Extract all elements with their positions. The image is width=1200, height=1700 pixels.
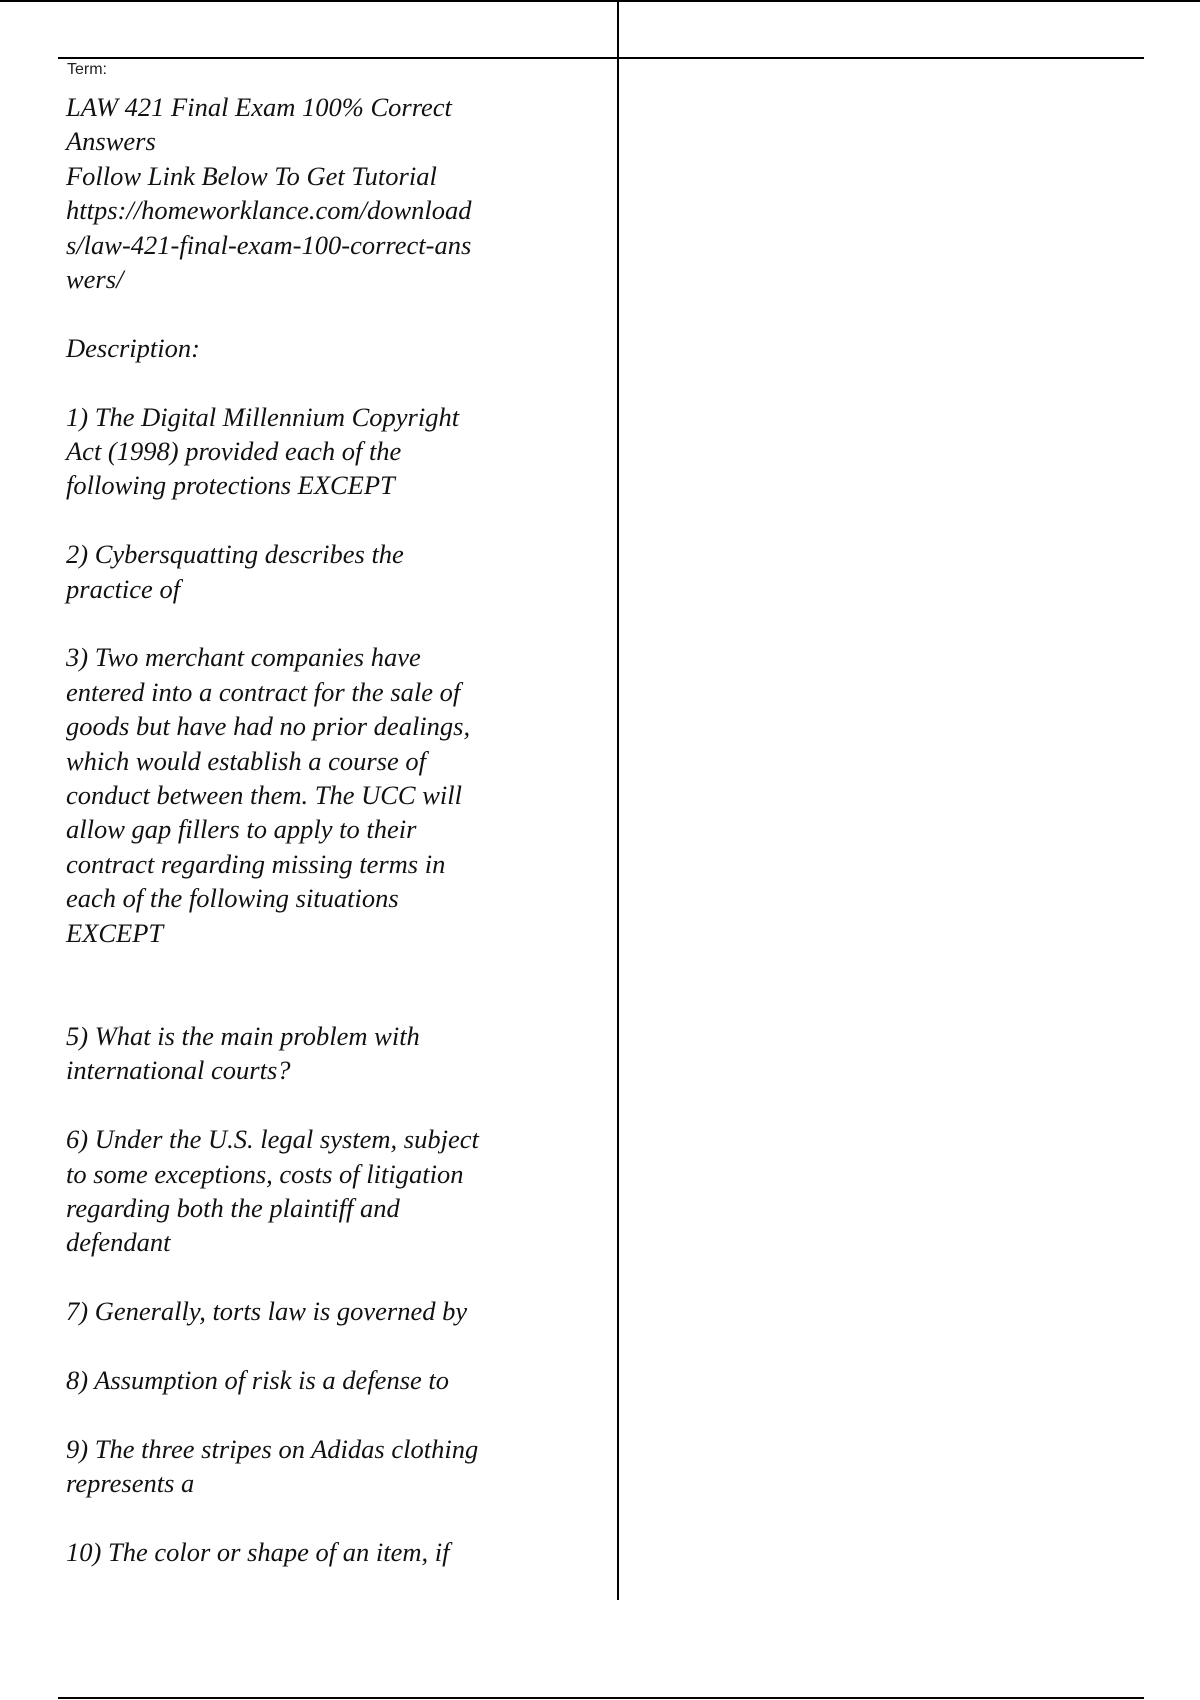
question-6 [66, 1122, 566, 1260]
question-10 [66, 1535, 566, 1569]
question-line: 10) The color or shape of an item, if [66, 1536, 450, 1567]
question-line: EXCEPT [66, 917, 164, 948]
question-line: practice of [66, 573, 181, 604]
question-5 [66, 1019, 566, 1088]
description-label: Description: [66, 332, 200, 363]
question-line: international courts? [66, 1055, 291, 1086]
question-line: entered into a contract for the sale of [66, 676, 461, 707]
question-line: represents a [66, 1468, 195, 1499]
bottom-rule [58, 1697, 1144, 1699]
question-line: 9) The three stripes on Adidas clothing [66, 1433, 479, 1464]
question-line: 8) Assumption of risk is a defense to [66, 1364, 450, 1395]
title-block [66, 90, 566, 296]
question-9 [66, 1432, 566, 1501]
tutorial-link-line[interactable]: wers/ [66, 264, 124, 295]
tutorial-link-line[interactable]: https://homeworklance.com/download [66, 195, 472, 226]
top-rule [0, 0, 1200, 2]
question-line: contract regarding missing terms in [66, 848, 446, 879]
question-7 [66, 1294, 566, 1328]
question-line: which would establish a course of [66, 745, 426, 776]
tutorial-link-line[interactable]: s/law-421-final-exam-100-correct-ans [66, 229, 472, 260]
question-line: each of the following situations [66, 883, 399, 914]
column-divider [617, 0, 619, 1600]
question-1 [66, 400, 566, 503]
question-line: 5) What is the main problem with [66, 1020, 420, 1051]
question-2 [66, 537, 566, 606]
question-line: goods but have had no prior dealings, [66, 711, 471, 742]
question-line: following protections EXCEPT [66, 470, 395, 501]
description-block [66, 331, 566, 365]
tutorial-instruction: Follow Link Below To Get Tutorial [66, 160, 437, 191]
question-line: 6) Under the U.S. legal system, subject [66, 1124, 479, 1155]
header-rule [58, 57, 1144, 59]
title-line: Answers [66, 126, 156, 157]
question-8 [66, 1363, 566, 1397]
title-line: LAW 421 Final Exam 100% Correct [66, 92, 452, 122]
question-line: conduct between them. The UCC will [66, 780, 462, 811]
question-line: regarding both the plaintiff and [66, 1192, 400, 1223]
term-label: Term: [67, 61, 107, 78]
question-line: Act (1998) provided each of the [66, 436, 402, 467]
question-3 [66, 640, 566, 950]
question-line: 7) Generally, torts law is governed by [66, 1296, 468, 1327]
question-line: 3) Two merchant companies have [66, 642, 421, 673]
question-line: to some exceptions, costs of litigation [66, 1158, 464, 1189]
question-line: 2) Cybersquatting describes the [66, 539, 404, 570]
document-content [66, 90, 566, 1569]
question-line: defendant [66, 1227, 171, 1258]
question-line: allow gap fillers to apply to their [66, 814, 417, 845]
question-line: 1) The Digital Millennium Copyright [66, 401, 460, 432]
